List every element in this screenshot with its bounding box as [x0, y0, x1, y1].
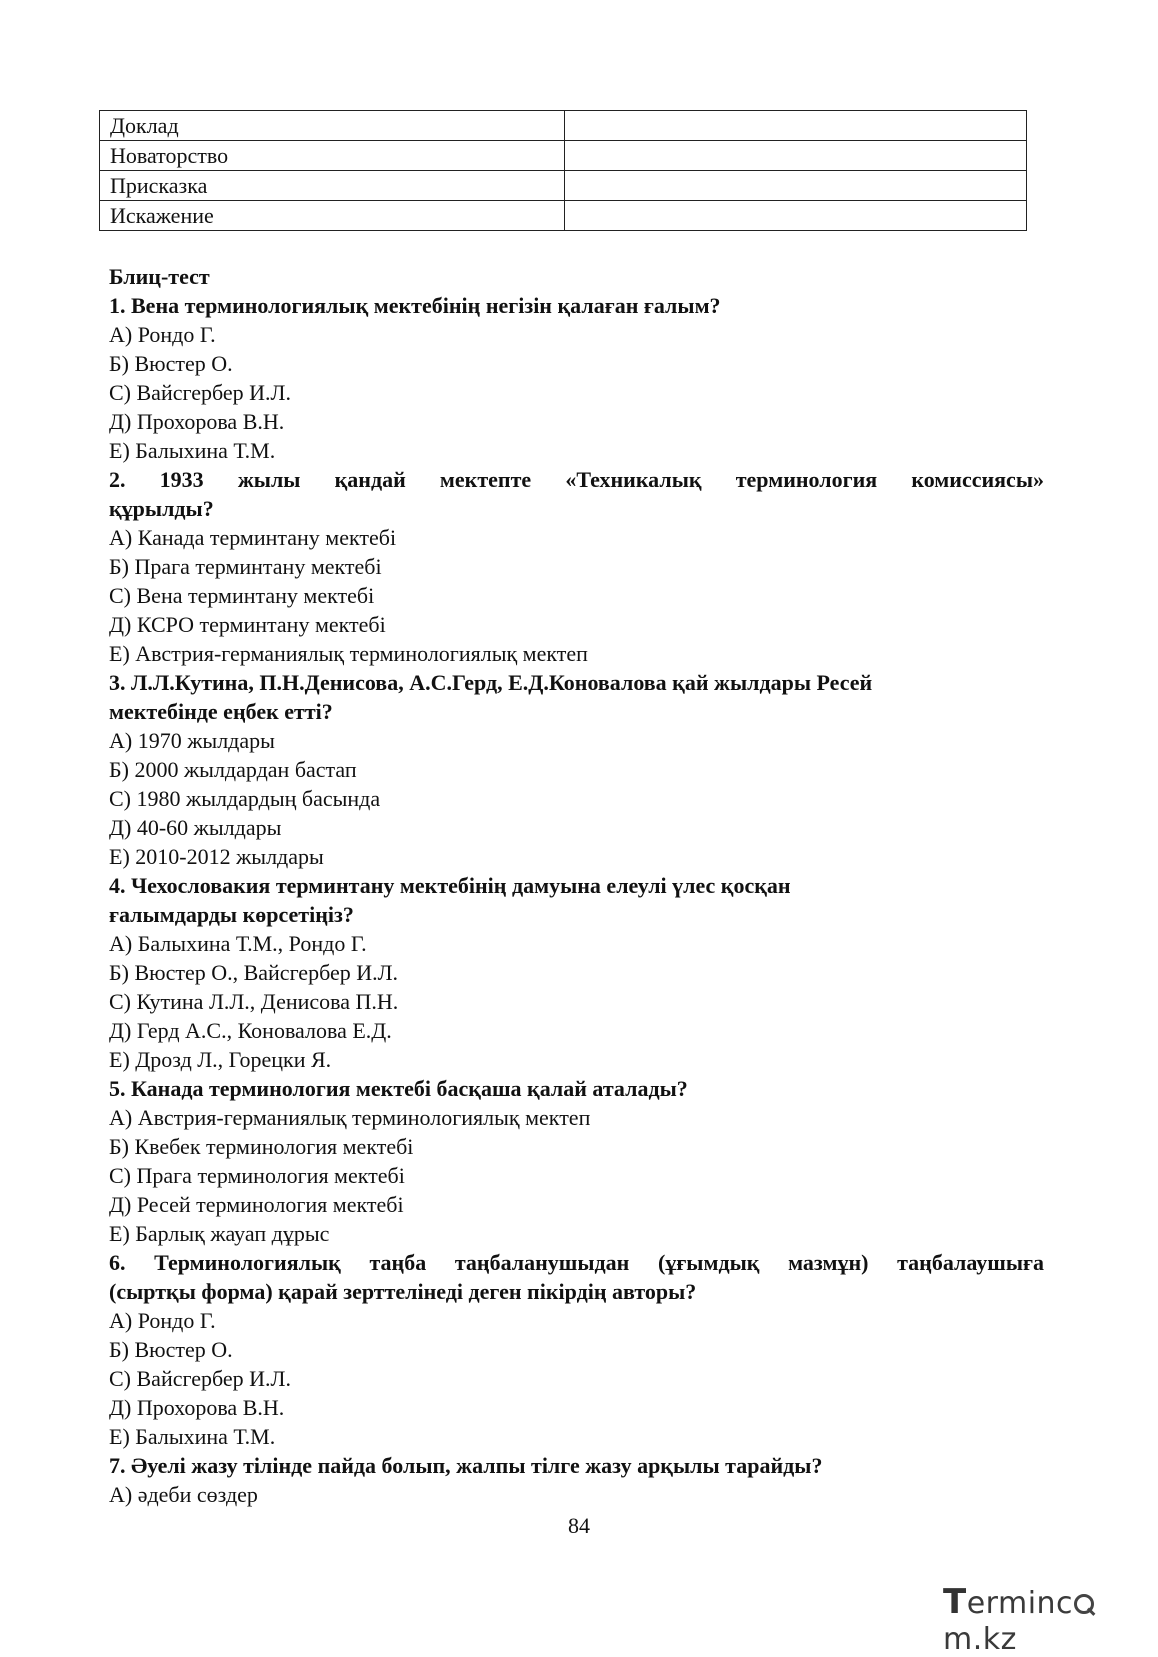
answer-option: Е) 2010-2012 жылдары — [109, 844, 324, 869]
table-cell-term: Присказка — [100, 171, 565, 201]
table-cell-value — [565, 111, 1027, 141]
section-title: Блиц-тест — [109, 264, 210, 289]
answer-option: Е) Балыхина Т.М. — [109, 1424, 276, 1449]
answer-option: Б) Прага терминтану мектебі — [109, 554, 382, 579]
answer-option: А) 1970 жылдары — [109, 728, 275, 753]
table-cell-value — [565, 171, 1027, 201]
answer-option: С) Прага терминология мектебі — [109, 1163, 405, 1188]
question-text: 5. Канада терминология мектебі басқаша қалай аталады? — [109, 1076, 688, 1101]
logo-letter: T — [943, 1582, 967, 1622]
page-number: 84 — [568, 1513, 590, 1538]
question-text: мектебінде еңбек етті? — [109, 699, 333, 724]
answer-option: А) әдеби сөздер — [109, 1482, 258, 1507]
answer-option: Д) Герд А.С., Коновалова Е.Д. — [109, 1018, 392, 1043]
table-cell-value — [565, 141, 1027, 171]
question-text: 3. Л.Л.Кутина, П.Н.Денисова, А.С.Герд, Е.Д.Коновалова қай жылдары Ресей — [109, 670, 873, 695]
logo-domain: m.kz — [943, 1622, 1017, 1657]
table-cell-term: Доклад — [100, 111, 565, 141]
answer-option: Д) Прохорова В.Н. — [109, 409, 285, 434]
answer-option: Е) Барлық жауап дұрыс — [109, 1221, 330, 1246]
answer-option: А) Австрия-германиялық терминологиялық мектеп — [109, 1105, 591, 1130]
answer-option: Е) Балыхина Т.М. — [109, 438, 276, 463]
question-text: 1. Вена терминологиялық мектебінің негізін қалаған ғалым? — [109, 293, 721, 318]
answer-option: Б) Вюстер О. — [109, 351, 233, 376]
answer-option: Б) Вюстер О. — [109, 1337, 233, 1362]
answer-option: Д) КСРО терминтану мектебі — [109, 612, 386, 637]
answer-option: Е) Австрия-германиялық терминологиялық мектеп — [109, 641, 588, 666]
answer-option: А) Рондо Г. — [109, 322, 216, 347]
answer-option: Д) 40-60 жылдары — [109, 815, 282, 840]
table-cell-term: Новаторство — [100, 141, 565, 171]
answer-option: С) Кутина Л.Л., Денисова П.Н. — [109, 989, 399, 1014]
answer-option: Е) Дрозд Л., Горецки Я. — [109, 1047, 332, 1072]
logo-text: erminc — [966, 1586, 1074, 1621]
answer-option: Б) Вюстер О., Вайсгербер И.Л. — [109, 960, 399, 985]
question-text: 6. Терминологиялық таңба таңбаланушыдан (ұғымдық мазмұн) таңбалаушыға — [109, 1250, 1044, 1275]
table-row — [100, 141, 1027, 171]
question-text: құрылды? — [109, 496, 214, 521]
question-text: ғалымдарды көрсетіңіз? — [109, 902, 354, 927]
question-text: 2. 1933 жылы қандай мектепте «Техникалық терминология комиссиясы» — [109, 467, 1044, 492]
answer-option: А) Балыхина Т.М., Рондо Г. — [109, 931, 367, 956]
answer-option: А) Рондо Г. — [109, 1308, 216, 1333]
answer-option: Д) Ресей терминология мектебі — [109, 1192, 404, 1217]
magnifier-icon — [1073, 1592, 1095, 1616]
question-text: 4. Чехословакия терминтану мектебінің дамуына елеулі үлес қосқан — [109, 873, 791, 898]
table-row — [100, 201, 1027, 231]
answer-option: Д) Прохорова В.Н. — [109, 1395, 285, 1420]
blitz-test — [109, 262, 1044, 1509]
answer-option: С) Вена терминтану мектебі — [109, 583, 375, 608]
answer-option: Б) Квебек терминология мектебі — [109, 1134, 414, 1159]
table-cell-value — [565, 201, 1027, 231]
table-cell-term: Искажение — [100, 201, 565, 231]
answer-option: С) 1980 жылдардың басында — [109, 786, 381, 811]
answer-option: Б) 2000 жылдардан бастап — [109, 757, 357, 782]
question-text: (сыртқы форма) қарай зерттелінеді деген пікірдің авторы? — [109, 1279, 697, 1304]
table-row — [100, 111, 1027, 141]
answer-option: А) Канада терминтану мектебі — [109, 525, 397, 550]
site-watermark-logo — [943, 1582, 1143, 1657]
terms-table — [99, 110, 1027, 231]
answer-option: С) Вайсгербер И.Л. — [109, 380, 291, 405]
question-text: 7. Әуелі жазу тілінде пайда болып, жалпы тілге жазу арқылы тарайды? — [109, 1453, 823, 1478]
answer-option: С) Вайсгербер И.Л. — [109, 1366, 291, 1391]
table-row — [100, 171, 1027, 201]
